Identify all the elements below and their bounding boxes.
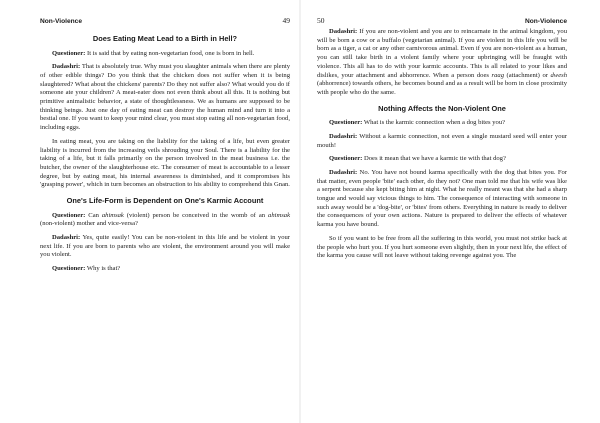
speaker-label: Dadashri: (329, 28, 358, 35)
paragraph-text: What is the karmic connection when a dog bites you? (362, 119, 506, 127)
italic-term: ahimsak (268, 211, 290, 219)
paragraph-text: That is absolutely true. Why must you slaughter animals when there are plenty of other edible things? Do you think that the chicken does not suffer when it is being slaughtered? What about the chickens' parents? Do they not suffer also? What would you do if someone ate your children? A meat-eater does not even think about all this. It is nothing but primitive animalistic behavior, a state of thoughtlessness. We as humans are supposed to be thinking beings. Just one day of eating meat can destroy the human mind and turn it into a bestial one. If you want to keep your mind clear, you must stop eating all non-vegetarian food, including eggs. (40, 63, 290, 132)
speaker-label: Questioner: (329, 119, 363, 127)
answer-paragraph (317, 28, 567, 98)
answer-paragraph (317, 133, 567, 150)
speaker-label: Dadashri: (329, 132, 358, 140)
paragraph-text: If you are non-violent and you are to reincarnate in the animal kingdom, you will be born a cow or a buffalo (vegetarian animal). If you are violent in this life you will be born as a tiger, a cat or any other carnivorous animal. Even if you are non-violent as a human, you can still take birth in a violent family where your upbringing will be fraught with violence. This all has to do with your karmic accounts. This is all related to your likes and dislikes, your attachment and abhorrence. When a person does (317, 28, 567, 79)
page-number: 50 (317, 16, 325, 25)
question-paragraph (40, 212, 290, 229)
paragraph-text: Yes, quite easily! You can be non-violent in this life and be violent in your next life. If you are born to parents who are violent, the environment around you will make you violent. (40, 233, 290, 259)
paragraph-text: No. You have not bound karma specifically with the dog that bites you. For that matter, even people 'bite' each other, do they not? One man told me that his wife was like a serpent because she kept biting him at night. What he really meant was that she had a sharp tongue and would say vicious things to him. The consequence of interacting with someone in such away would be a 'dog-bite', or 'bites' from others. Everything in nature is ready to deliver the consequences of your own actions. Nature is prepared to deliver the effects of whatever karma you have bound. (317, 168, 567, 229)
paragraph-text: (abhorrence) towards others, he becomes bound and as a result will be born in close proximity with people who do the same. (317, 80, 567, 96)
paragraph-text: Without a karmic connection, not even a single mustard seed will enter your mouth! (317, 132, 567, 149)
question-paragraph (317, 155, 567, 164)
speaker-label: Questioner: (52, 49, 86, 57)
left-page (40, 16, 290, 279)
right-running-header (317, 16, 567, 28)
speaker-label: Dadashri: (52, 233, 81, 241)
speaker-label: Questioner: (52, 211, 86, 219)
italic-term: raag (491, 71, 504, 79)
section-heading: Does Eating Meat Lead to a Birth in Hell? (92, 34, 238, 43)
question-paragraph (40, 50, 290, 59)
paragraph-text: It is said that by eating non-vegetarian food, one is born in hell. (85, 49, 255, 57)
speaker-label: Dadashri: (52, 63, 81, 71)
italic-term: dwesh (550, 71, 567, 79)
paragraph-text: Why is that? (85, 265, 121, 273)
paragraph-text: Does it mean that we have a karmic tie with that dog? (362, 155, 506, 163)
section-heading: Nothing Affects the Non-Violent One (378, 103, 506, 113)
answer-paragraph (40, 63, 290, 133)
paragraph-text: (violent) person be conceived in the womb of an (123, 211, 269, 219)
gutter-divider (299, 0, 301, 423)
speaker-label: Questioner: (52, 265, 86, 273)
body-paragraph: So if you want to be free from all the suffering in this world, you must not strike back at the people who hurt you. If you hurt someone even slightly, then in your next life, the effect of the karma you cause will not leave without taking revenge against you. The (317, 234, 567, 260)
section-heading: One's Life-Form is Dependent on One's Karmic Account (66, 196, 264, 206)
running-head-title: Non-Violence (524, 18, 567, 25)
answer-paragraph (40, 234, 290, 260)
speaker-label: Questioner: (329, 155, 363, 163)
left-running-header (40, 16, 290, 28)
answer-paragraph (317, 169, 567, 230)
paragraph-text: Can (85, 211, 102, 219)
paragraph-text: (non-violent) mother and vice-versa? (40, 220, 138, 228)
page-number: 49 (282, 16, 290, 25)
right-page (317, 16, 567, 266)
italic-term: ahimsak (101, 211, 124, 219)
paragraph-text: (attachment) or (504, 71, 551, 79)
question-paragraph (40, 265, 290, 274)
body-paragraph: In eating meat, you are taking on the liability for the taking of a life, but even greater liability is incurred from the increasing veils shrouding your Soul. There is a liability for the taking of a life, but it falls primarily on the person involved in the meat business i.e. the butcher, the owner of the slaughterhouse etc. The consumer of meat is accountable to a lesser degree, but by eating meat, his internal awareness is diminished, and it compromises his 'grasping power', which in turn becomes an obstruction to his ability to comprehend this Gnan. (40, 137, 290, 189)
question-paragraph (317, 119, 567, 128)
running-head-title: Non-Violence (40, 18, 83, 25)
speaker-label: Dadashri: (329, 168, 358, 176)
